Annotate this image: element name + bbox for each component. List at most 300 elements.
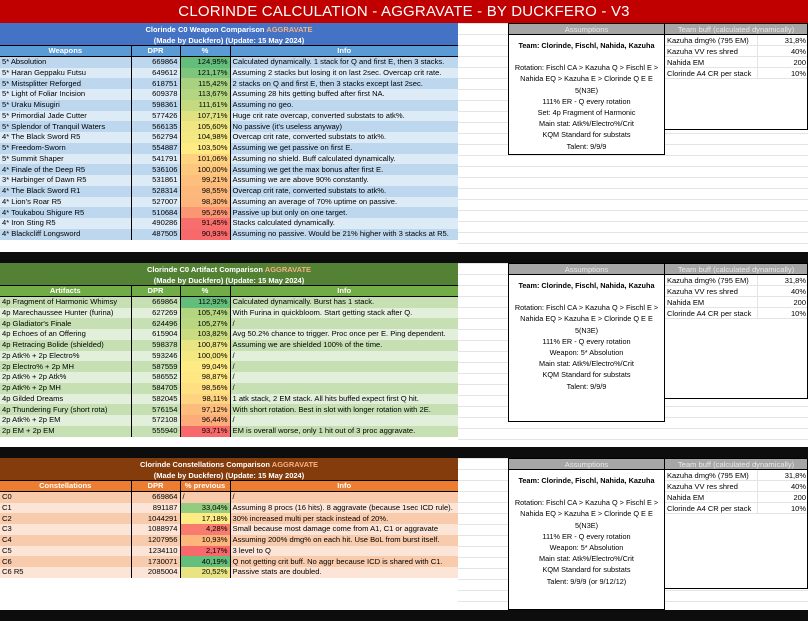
row-percent[interactable]: 33,04% xyxy=(180,503,230,514)
constellation-comparison-section xyxy=(0,458,458,578)
row-name[interactable]: 5* Mistsplitter Reforged xyxy=(0,78,131,89)
row-percent[interactable]: 113,67% xyxy=(180,89,230,100)
assumptions-line: Set: 4p Fragment of Harmonic xyxy=(537,108,636,118)
table-row[interactable] xyxy=(0,503,458,514)
team-buff-value: 31,8% xyxy=(784,36,806,45)
row-dpr[interactable]: 562794 xyxy=(131,132,180,143)
table-row[interactable] xyxy=(0,197,458,208)
row-percent[interactable]: 98,56% xyxy=(180,383,230,394)
table-row[interactable] xyxy=(0,229,458,240)
table-row[interactable] xyxy=(0,546,458,557)
col-header-dpr[interactable]: DPR xyxy=(131,481,180,492)
table-row[interactable] xyxy=(0,318,458,329)
assumptions-team: Team: Clorinde, Fischl, Nahida, Kazuha xyxy=(518,476,655,485)
row-info[interactable]: 2 stacks on Q and first E, then 3 stacks except last 2sec. xyxy=(230,78,458,89)
row-percent[interactable]: 95,26% xyxy=(180,207,230,218)
assumptions-line: Weapon: 5* Absolution xyxy=(549,348,624,358)
row-info[interactable]: Calculated dynamically. Burst has 1 stack. xyxy=(230,297,458,308)
assumptions-header: Assumptions xyxy=(509,264,664,275)
table-row[interactable] xyxy=(0,297,458,308)
row-info[interactable]: Overcap crit rate, converted substats to atk%. xyxy=(230,132,458,143)
row-dpr[interactable]: 624496 xyxy=(131,318,180,329)
row-info[interactable]: / xyxy=(230,415,458,426)
row-name[interactable]: C5 xyxy=(0,546,131,557)
row-info[interactable]: With short rotation. Best in slot with longer rotation with 2E. xyxy=(230,404,458,415)
row-info[interactable]: Assuming we get passive on first E. xyxy=(230,143,458,154)
row-name[interactable]: 4* Toukabou Shigure R5 xyxy=(0,207,131,218)
table-row[interactable] xyxy=(0,111,458,122)
team-buff-label: Kazuha VV res shred xyxy=(665,481,758,491)
table-row[interactable] xyxy=(0,351,458,362)
team-buff-box xyxy=(665,23,808,130)
artifact-comparison-section xyxy=(0,263,458,437)
row-name[interactable]: 5* Splendor of Tranquil Waters xyxy=(0,121,131,132)
row-percent[interactable]: 99,21% xyxy=(180,175,230,186)
artifact-section-subtitle: (Made by Duckfero) (Update: 15 May 2024) xyxy=(153,276,305,285)
assumptions-box-artifacts xyxy=(508,263,665,422)
row-name[interactable]: 4* Finale of the Deep R5 xyxy=(0,164,131,175)
row-percent[interactable]: 10,93% xyxy=(180,535,230,546)
row-name[interactable]: 4p Retracing Bolide (shielded) xyxy=(0,340,131,351)
table-row[interactable] xyxy=(0,361,458,372)
row-percent[interactable]: 111,61% xyxy=(180,100,230,111)
row-percent[interactable]: 107,71% xyxy=(180,111,230,122)
assumptions-line: KQM Standard for substats xyxy=(542,370,631,380)
row-percent[interactable]: 105,27% xyxy=(180,318,230,329)
assumptions-line: 5(N3E) xyxy=(574,520,599,530)
row-percent[interactable]: 99,04% xyxy=(180,361,230,372)
row-name[interactable]: 2p EM + 2p EM xyxy=(0,426,131,437)
team-buff-row[interactable] xyxy=(665,308,807,319)
row-percent[interactable]: 115,42% xyxy=(180,78,230,89)
row-info[interactable]: / xyxy=(230,372,458,383)
row-dpr[interactable]: 586552 xyxy=(131,372,180,383)
team-buff-row[interactable] xyxy=(665,68,807,79)
row-info[interactable]: Assuming 2 stacks but losing it on last 2sec. Overcap crit rate. xyxy=(230,68,458,79)
team-buff-row[interactable] xyxy=(665,297,807,308)
team-buff-row[interactable] xyxy=(665,275,807,286)
assumptions-body xyxy=(509,40,664,152)
artifact-section-accent: AGGRAVATE xyxy=(264,265,312,274)
table-row[interactable] xyxy=(0,372,458,383)
row-dpr[interactable]: 891187 xyxy=(131,503,180,514)
row-name[interactable]: 3* Harbinger of Dawn R5 xyxy=(0,175,131,186)
team-buff-row[interactable] xyxy=(665,470,807,481)
row-dpr[interactable]: 576154 xyxy=(131,404,180,415)
team-buff-row[interactable] xyxy=(665,492,807,503)
row-dpr[interactable]: 487505 xyxy=(131,229,180,240)
col-header-percent[interactable]: % xyxy=(180,46,230,57)
table-row[interactable] xyxy=(0,78,458,89)
table-row[interactable] xyxy=(0,329,458,340)
assumptions-team: Team: Clorinde, Fischl, Nahida, Kazuha xyxy=(518,281,655,290)
row-info[interactable]: With Furina in quickbloom. Start getting stack after Q. xyxy=(230,308,458,319)
col-header-artifacts[interactable]: Artifacts xyxy=(0,286,131,297)
table-row[interactable] xyxy=(0,154,458,165)
table-row[interactable] xyxy=(0,492,458,503)
row-dpr[interactable]: 1207956 xyxy=(131,535,180,546)
row-name[interactable]: 5* Freedom-Sworn xyxy=(0,143,131,154)
team-buff-header: Team buff (calculated dynamically) xyxy=(665,24,807,35)
row-name[interactable]: C4 xyxy=(0,535,131,546)
team-buff-value: 10% xyxy=(790,504,806,513)
team-buff-value: 31,8% xyxy=(784,276,806,285)
weapon-section-header xyxy=(0,23,458,46)
row-dpr[interactable]: 1044291 xyxy=(131,513,180,524)
table-row[interactable] xyxy=(0,567,458,578)
table-row[interactable] xyxy=(0,426,458,437)
row-dpr[interactable]: 609378 xyxy=(131,89,180,100)
assumptions-line: KQM Standard for substats xyxy=(542,130,631,140)
row-dpr[interactable]: 1730071 xyxy=(131,556,180,567)
table-row[interactable] xyxy=(0,383,458,394)
table-row[interactable] xyxy=(0,415,458,426)
table-row[interactable] xyxy=(0,121,458,132)
row-name[interactable]: 5* Primordial Jade Cutter xyxy=(0,111,131,122)
table-row[interactable] xyxy=(0,513,458,524)
row-info[interactable]: / xyxy=(230,351,458,362)
row-percent[interactable]: 91,45% xyxy=(180,218,230,229)
row-info[interactable]: Assuming we are above 90% constantly. xyxy=(230,175,458,186)
table-row[interactable] xyxy=(0,404,458,415)
team-buff-label: Kazuha VV res shred xyxy=(665,46,758,56)
row-name[interactable]: 5* Absolution xyxy=(0,57,131,68)
team-buff-label: Nahida EM xyxy=(665,57,758,67)
assumptions-line: Talent: 9/9/9 xyxy=(566,141,607,151)
team-buff-value: 200 xyxy=(793,58,806,67)
assumptions-line: Rotation: Fischl CA > Kazuha Q > Fischl E > xyxy=(514,63,659,73)
row-percent[interactable]: / xyxy=(180,492,230,503)
row-dpr[interactable]: 584705 xyxy=(131,383,180,394)
row-dpr[interactable]: 649612 xyxy=(131,68,180,79)
row-info[interactable]: Stacks calculated dynamically. xyxy=(230,218,458,229)
row-dpr[interactable]: 541791 xyxy=(131,154,180,165)
assumptions-header: Assumptions xyxy=(509,459,664,470)
row-dpr[interactable]: 615904 xyxy=(131,329,180,340)
assumptions-line: Weapon: 5* Absolution xyxy=(549,543,624,553)
team-buff-label: Nahida EM xyxy=(665,297,758,307)
assumptions-line: Nahida EQ > Kazuha E > Clorinde Q E E xyxy=(520,509,653,519)
row-percent[interactable]: 20,52% xyxy=(180,567,230,578)
artifact-section-header xyxy=(0,263,458,286)
row-name[interactable]: C1 xyxy=(0,503,131,514)
table-row[interactable] xyxy=(0,186,458,197)
row-name[interactable]: 5* Light of Foliar Incision xyxy=(0,89,131,100)
row-dpr[interactable]: 593246 xyxy=(131,351,180,362)
row-name[interactable]: 4* Iron Sting R5 xyxy=(0,218,131,229)
row-dpr[interactable]: 490286 xyxy=(131,218,180,229)
row-percent[interactable]: 100,00% xyxy=(180,164,230,175)
team-buff-label: Kazuha dmg% (795 EM) xyxy=(665,275,758,285)
row-dpr[interactable]: 555940 xyxy=(131,426,180,437)
row-info[interactable]: / xyxy=(230,383,458,394)
assumptions-line: Rotation: Fischl CA > Kazuha Q > Fischl E > xyxy=(514,303,659,313)
row-name[interactable]: C0 xyxy=(0,492,131,503)
assumptions-line: 111% ER - Q every rotation xyxy=(542,96,631,106)
artifact-table xyxy=(0,286,458,437)
row-dpr[interactable]: 1234110 xyxy=(131,546,180,557)
constellation-section-title: Clorinde Constellations Comparison xyxy=(139,460,270,469)
row-info[interactable]: No passive (it's useless anyway) xyxy=(230,121,458,132)
row-info[interactable]: / xyxy=(230,492,458,503)
team-buff-row[interactable] xyxy=(665,481,807,492)
row-info[interactable]: Assuming 28 hits getting buffed after first NA. xyxy=(230,89,458,100)
row-info[interactable]: Passive stats are doubled. xyxy=(230,567,458,578)
row-name[interactable]: C6 R5 xyxy=(0,567,131,578)
row-info[interactable]: Q not getting crit buff. No aggr because ICD is shared with C1. xyxy=(230,556,458,567)
assumptions-header: Assumptions xyxy=(509,24,664,35)
assumptions-line: Nahida EQ > Kazuha E > Clorinde Q E E xyxy=(520,314,653,324)
row-percent[interactable]: 104,98% xyxy=(180,132,230,143)
row-percent[interactable]: 103,82% xyxy=(180,329,230,340)
team-buff-value: 10% xyxy=(790,69,806,78)
assumptions-team: Team: Clorinde, Fischl, Nahida, Kazuha xyxy=(518,41,655,50)
row-name[interactable]: C3 xyxy=(0,524,131,535)
col-header-weapons[interactable]: Weapons xyxy=(0,46,131,57)
row-percent[interactable]: 101,06% xyxy=(180,154,230,165)
team-buff-value: 200 xyxy=(793,298,806,307)
weapon-section-subtitle: (Made by Duckfero) (Update: 15 May 2024) xyxy=(153,36,305,45)
assumptions-box-constellations xyxy=(508,458,665,610)
table-row[interactable] xyxy=(0,308,458,319)
row-dpr[interactable]: 536106 xyxy=(131,164,180,175)
row-name[interactable]: 2p Atk% + 2p Electro% xyxy=(0,351,131,362)
row-dpr[interactable]: 669864 xyxy=(131,57,180,68)
team-buff-value: 10% xyxy=(790,309,806,318)
team-buff-value: 40% xyxy=(790,47,806,56)
team-buff-label: Kazuha dmg% (795 EM) xyxy=(665,35,758,45)
table-row[interactable] xyxy=(0,556,458,567)
row-percent[interactable]: 103,50% xyxy=(180,143,230,154)
row-name[interactable]: C2 xyxy=(0,513,131,524)
team-buff-box xyxy=(665,263,808,399)
team-buff-label: Kazuha VV res shred xyxy=(665,286,758,296)
row-name[interactable]: 2p Electro% + 2p MH xyxy=(0,361,131,372)
row-dpr[interactable]: 554887 xyxy=(131,143,180,154)
row-dpr[interactable]: 598361 xyxy=(131,100,180,111)
team-buff-label: Clorinde A4 CR per stack xyxy=(665,68,758,78)
team-buff-row[interactable] xyxy=(665,286,807,297)
row-dpr[interactable]: 528314 xyxy=(131,186,180,197)
assumptions-line: Main stat: Atk%/Electro%/Crit xyxy=(539,359,634,369)
table-row[interactable] xyxy=(0,89,458,100)
row-dpr[interactable]: 572108 xyxy=(131,415,180,426)
row-info[interactable]: Assuming no shield. Buff calculated dynamically. xyxy=(230,154,458,165)
row-name[interactable]: 5* Haran Geppaku Futsu xyxy=(0,68,131,79)
row-info[interactable]: 30% increased multi per stack instead of 20%. xyxy=(230,513,458,524)
col-header-dpr[interactable]: DPR xyxy=(131,286,180,297)
row-percent[interactable]: 100,00% xyxy=(180,351,230,362)
row-name[interactable]: 4p Thundering Fury (short rota) xyxy=(0,404,131,415)
row-separator xyxy=(0,252,808,263)
row-name[interactable]: 5* Uraku Misugiri xyxy=(0,100,131,111)
row-percent[interactable]: 2,17% xyxy=(180,546,230,557)
team-buff-header: Team buff (calculated dynamically) xyxy=(665,459,807,470)
row-name[interactable]: 4* The Black Sword R1 xyxy=(0,186,131,197)
constellation-table xyxy=(0,481,458,578)
table-row[interactable] xyxy=(0,524,458,535)
table-row[interactable] xyxy=(0,218,458,229)
row-dpr[interactable]: 587559 xyxy=(131,361,180,372)
row-percent[interactable]: 105,74% xyxy=(180,308,230,319)
row-info[interactable]: Assuming we are shielded 100% of the time. xyxy=(230,340,458,351)
team-buff-value: 40% xyxy=(790,482,806,491)
constellation-section-accent: AGGRAVATE xyxy=(271,460,319,469)
row-percent[interactable]: 98,87% xyxy=(180,372,230,383)
row-percent[interactable]: 96,44% xyxy=(180,415,230,426)
assumptions-line: 5(N3E) xyxy=(574,85,599,95)
assumptions-box-weapons xyxy=(508,23,665,155)
team-buff-label: Clorinde A4 CR per stack xyxy=(665,503,758,513)
assumptions-body xyxy=(509,280,664,392)
constellation-section-subtitle: (Made by Duckfero) (Update: 15 May 2024) xyxy=(153,471,305,480)
row-separator xyxy=(0,610,808,621)
row-dpr[interactable]: 1088974 xyxy=(131,524,180,535)
row-info[interactable]: Overcap crit rate, converted substats to atk%. xyxy=(230,186,458,197)
table-row[interactable] xyxy=(0,535,458,546)
team-buff-box xyxy=(665,458,808,589)
row-info[interactable]: / xyxy=(230,361,458,372)
constellation-section-header xyxy=(0,458,458,481)
assumptions-line: 5(N3E) xyxy=(574,325,599,335)
row-name[interactable]: 4* The Black Sword R5 xyxy=(0,132,131,143)
row-percent[interactable]: 112,92% xyxy=(180,297,230,308)
row-dpr[interactable]: 598378 xyxy=(131,340,180,351)
team-buff-row[interactable] xyxy=(665,57,807,68)
team-buff-label: Nahida EM xyxy=(665,492,758,502)
row-name[interactable]: 2p Atk% + 2p Atk% xyxy=(0,372,131,383)
row-dpr[interactable]: 669864 xyxy=(131,297,180,308)
row-info[interactable]: Assuming no passive. Would be 21% higher with 3 stacks at R5. xyxy=(230,229,458,240)
team-buff-row[interactable] xyxy=(665,35,807,46)
weapon-section-title: Clorinde C0 Weapon Comparison xyxy=(145,25,265,34)
row-percent[interactable]: 90,93% xyxy=(180,229,230,240)
row-name[interactable]: 4* Blackcliff Longsword xyxy=(0,229,131,240)
row-info[interactable]: Small because most damage come from A1, C1 or aggravate xyxy=(230,524,458,535)
row-dpr[interactable]: 566135 xyxy=(131,121,180,132)
table-row[interactable] xyxy=(0,394,458,405)
col-header-info[interactable]: Info xyxy=(230,286,458,297)
row-name[interactable]: 2p Atk% + 2p MH xyxy=(0,383,131,394)
row-info[interactable]: Assuming an average of 70% uptime on passive. xyxy=(230,197,458,208)
row-info[interactable]: EM is overall worse, only 1 hit out of 3 proc aggravate. xyxy=(230,426,458,437)
table-row[interactable] xyxy=(0,68,458,79)
row-percent[interactable]: 97,12% xyxy=(180,404,230,415)
assumptions-line: Talent: 9/9/9 (or 9/12/12) xyxy=(546,576,627,586)
row-name[interactable]: 2p Atk% + 2p EM xyxy=(0,415,131,426)
row-info[interactable]: Huge crit rate overcap, converted substats to atk%. xyxy=(230,111,458,122)
team-buff-value: 200 xyxy=(793,493,806,502)
row-percent[interactable]: 124,95% xyxy=(180,57,230,68)
row-name[interactable]: 4p Echoes of an Offering xyxy=(0,329,131,340)
row-dpr[interactable]: 669864 xyxy=(131,492,180,503)
artifact-section-title: Clorinde C0 Artifact Comparison xyxy=(146,265,263,274)
row-percent[interactable]: 93,71% xyxy=(180,426,230,437)
row-name[interactable]: 5* Summit Shaper xyxy=(0,154,131,165)
row-percent[interactable]: 105,60% xyxy=(180,121,230,132)
table-row[interactable] xyxy=(0,132,458,143)
assumptions-body xyxy=(509,475,664,587)
weapon-comparison-section xyxy=(0,23,458,240)
row-name[interactable]: 4p Gladiator's Finale xyxy=(0,318,131,329)
row-info[interactable]: Assuming 200% dmg% on each hit. Use BoL from burst itself. xyxy=(230,535,458,546)
assumptions-line: Main stat: Atk%/Electro%/Crit xyxy=(539,554,634,564)
assumptions-line: Rotation: Fischl CA > Kazuha Q > Fischl E > xyxy=(514,498,659,508)
row-dpr[interactable]: 527007 xyxy=(131,197,180,208)
row-name[interactable]: 4p Fragment of Harmonic Whimsy xyxy=(0,297,131,308)
table-row[interactable] xyxy=(0,57,458,68)
col-header-dpr[interactable]: DPR xyxy=(131,46,180,57)
sheet-title: CLORINDE CALCULATION - AGGRAVATE - BY DUCKFERO - V3 xyxy=(0,0,808,23)
row-dpr[interactable]: 618751 xyxy=(131,78,180,89)
row-info[interactable]: / xyxy=(230,318,458,329)
row-info[interactable]: Passive up but only on one target. xyxy=(230,207,458,218)
table-row[interactable] xyxy=(0,100,458,111)
row-dpr[interactable]: 582045 xyxy=(131,394,180,405)
assumptions-line: KQM Standard for substats xyxy=(542,565,631,575)
row-percent[interactable]: 40,19% xyxy=(180,556,230,567)
assumptions-line: 111% ER - Q every rotation xyxy=(542,531,631,541)
row-info[interactable]: 1 atk stack, 2 EM stack. All hits buffed expect first Q hit. xyxy=(230,394,458,405)
row-dpr[interactable]: 2085004 xyxy=(131,567,180,578)
weapon-section-accent: AGGRAVATE xyxy=(266,25,313,34)
assumptions-line: Talent: 9/9/9 xyxy=(566,381,607,391)
row-percent[interactable]: 4,28% xyxy=(180,524,230,535)
row-info[interactable]: 3 level to Q xyxy=(230,546,458,557)
row-info[interactable]: Calculated dynamically. 1 stack for Q and first E, then 3 stacks. xyxy=(230,57,458,68)
assumptions-line: 111% ER - Q every rotation xyxy=(542,336,631,346)
row-info[interactable]: Assuming no geo. xyxy=(230,100,458,111)
weapon-table xyxy=(0,46,458,240)
team-buff-header: Team buff (calculated dynamically) xyxy=(665,264,807,275)
col-header-info[interactable]: Info xyxy=(230,481,458,492)
row-separator xyxy=(0,447,808,458)
team-buff-label: Kazuha dmg% (795 EM) xyxy=(665,470,758,480)
row-percent[interactable]: 17,18% xyxy=(180,513,230,524)
row-name[interactable]: C6 xyxy=(0,556,131,567)
col-header-percent[interactable]: % xyxy=(180,286,230,297)
team-buff-label: Clorinde A4 CR per stack xyxy=(665,308,758,318)
table-row[interactable] xyxy=(0,207,458,218)
row-dpr[interactable]: 510684 xyxy=(131,207,180,218)
col-header-constellations[interactable]: Constellations xyxy=(0,481,131,492)
row-dpr[interactable]: 577426 xyxy=(131,111,180,122)
row-percent[interactable]: 98,11% xyxy=(180,394,230,405)
table-row[interactable] xyxy=(0,143,458,154)
row-percent[interactable]: 98,30% xyxy=(180,197,230,208)
table-row[interactable] xyxy=(0,164,458,175)
row-percent[interactable]: 98,55% xyxy=(180,186,230,197)
team-buff-row[interactable] xyxy=(665,503,807,514)
row-name[interactable]: 4p Gilded Dreams xyxy=(0,394,131,405)
row-dpr[interactable]: 531861 xyxy=(131,175,180,186)
team-buff-row[interactable] xyxy=(665,46,807,57)
row-name[interactable]: 4p Marechaussee Hunter (furina) xyxy=(0,308,131,319)
row-name[interactable]: 4* Lion's Roar R5 xyxy=(0,197,131,208)
team-buff-value: 40% xyxy=(790,287,806,296)
row-info[interactable]: Assuming we get the max bonus after first E. xyxy=(230,164,458,175)
row-dpr[interactable]: 627269 xyxy=(131,308,180,319)
row-percent[interactable]: 100,87% xyxy=(180,340,230,351)
col-header-info[interactable]: Info xyxy=(230,46,458,57)
col-header-percent-previous[interactable]: % previous xyxy=(180,481,230,492)
table-row[interactable] xyxy=(0,175,458,186)
assumptions-line: Main stat: Atk%/Electro%/Crit xyxy=(539,119,634,129)
row-info[interactable]: Avg 50.2% chance to trigger. Proc once per E. Ping dependent. xyxy=(230,329,458,340)
table-row[interactable] xyxy=(0,340,458,351)
row-percent[interactable]: 121,17% xyxy=(180,68,230,79)
row-info[interactable]: Assuming 8 procs (16 hits). 8 aggravate (because 1sec ICD rule). xyxy=(230,503,458,514)
